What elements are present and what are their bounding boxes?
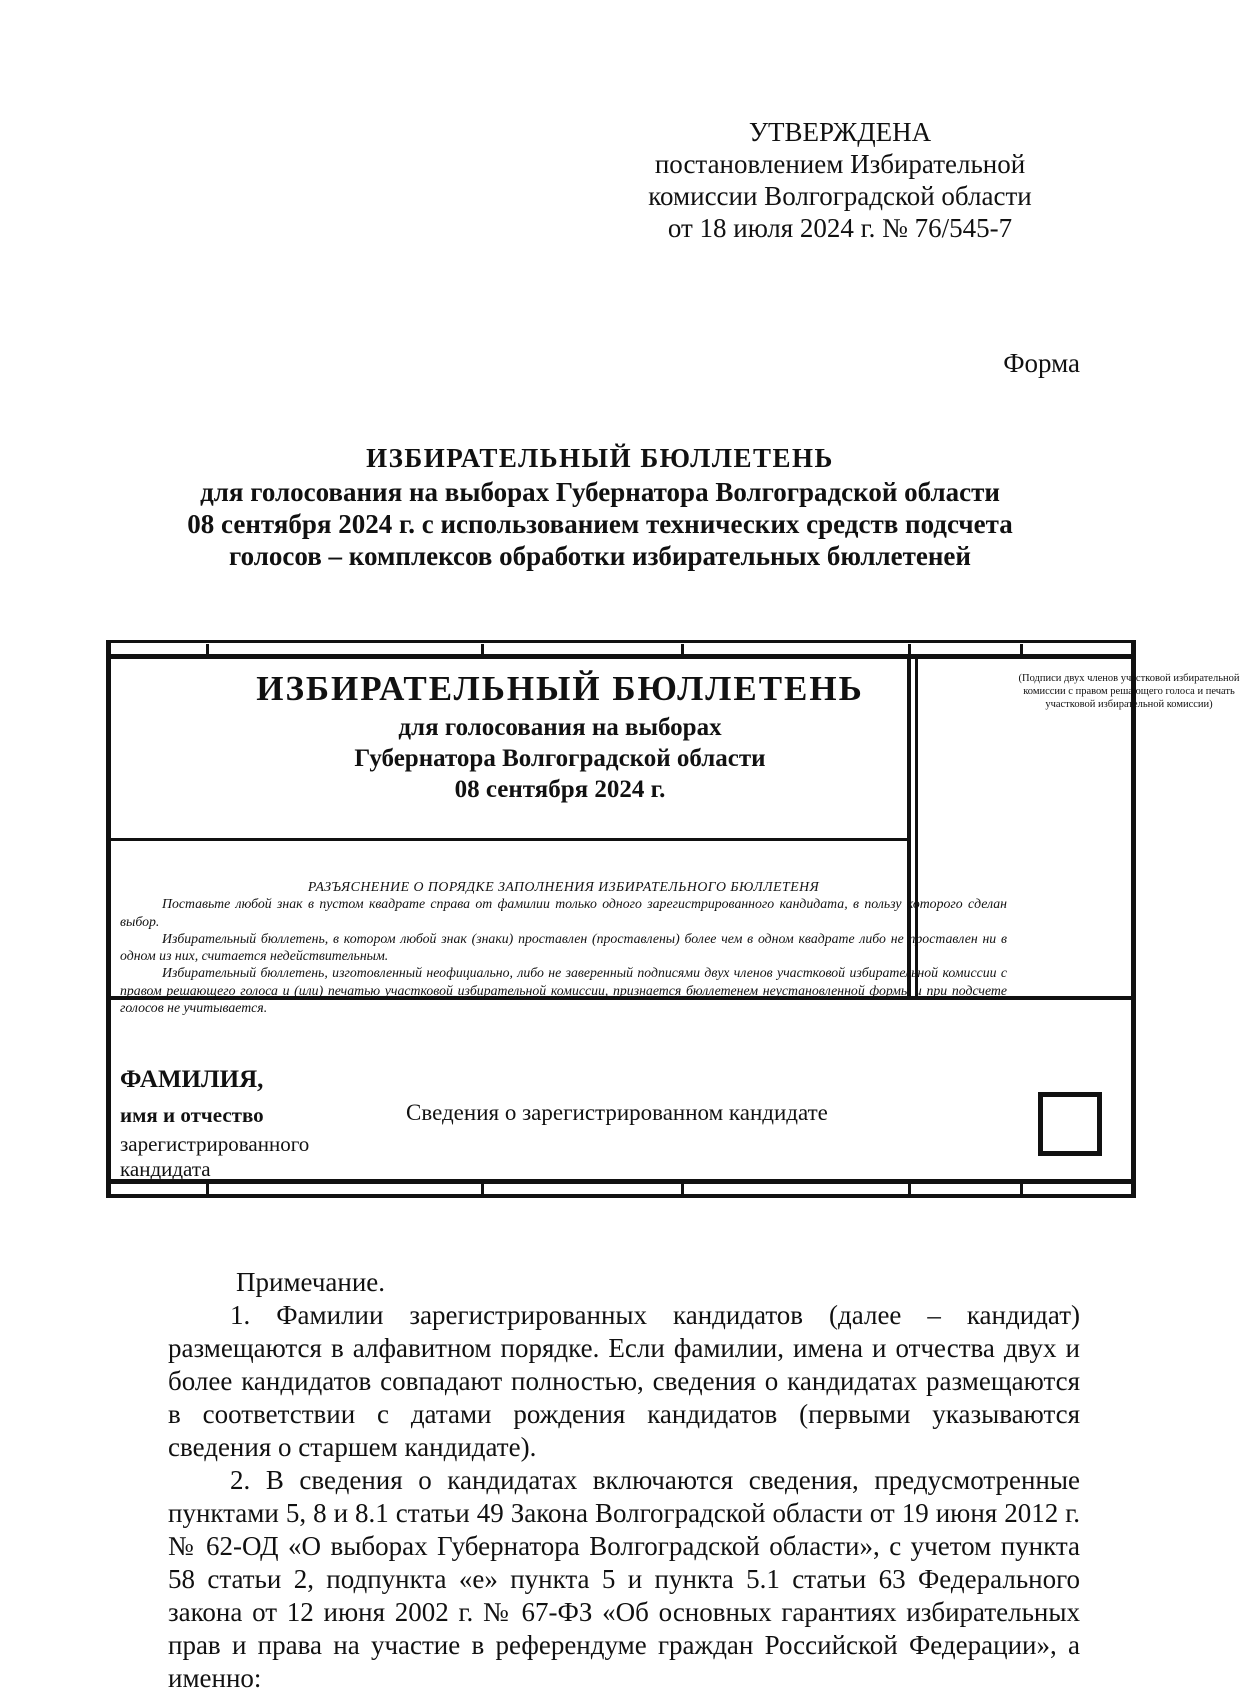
document-title [0, 442, 1200, 572]
ballot-tick [681, 1184, 684, 1194]
seal-signature-note: (Подписи двух членов участковой избирательной комиссии с правом решающего голоса и печать участковой избирательной комиссии) [1018, 673, 1240, 710]
document-title-line-2: для голосования на выборах Губернатора Волгоградской области [200, 477, 1000, 507]
candidate-info: Сведения о зарегистрированном кандидате [406, 1100, 828, 1125]
approval-line-4: от 18 июля 2024 г. № 76/545-7 [667, 213, 1013, 243]
candidate-name-block [120, 1062, 340, 1182]
ballot-form [106, 640, 1240, 1198]
ballot-right-border [1131, 640, 1136, 1198]
note-section [168, 1266, 1080, 1695]
candidate-surname-label: ФАМИЛИЯ, [120, 1066, 264, 1093]
note-paragraph-2: 2. В сведения о кандидатах включаются сведения, предусмотренные пунктами 5, 8 и 8.1 статьи 49 Закона Волгоградской области от 19 июня 2012 г. № 62-ОД «О выборах Губернатора Волгоградской области», с учетом пункта 58 статьи 2, подпункта «е» пункта 5 и пункта 5.1 статьи 63 Федерального закона от 12 июня 2002 г. № 67-ФЗ «Об основных гарантиях избирательных прав и права на участие в референдуме граждан Российской Федерации», а именно: [168, 1465, 1080, 1693]
ballot-tick [206, 1184, 209, 1194]
ballot-tick [206, 644, 209, 654]
document-title-line-4: голосов – комплексов обработки избирательных бюллетеней [229, 541, 971, 571]
ballot-tick [1020, 1184, 1023, 1194]
candidate-registered-label: зарегистрированного [120, 1132, 310, 1156]
explanation-paragraph: Избирательный бюллетень, в котором любой знак (знаки) проставлен (проставлены) более чем в одном квадрате либо не проставлен ни в одном из них, считается недействительным. [120, 930, 1007, 964]
ballot-tick [481, 1184, 484, 1194]
ballot-subtitle-3: 08 сентября 2024 г. [454, 776, 666, 803]
document-title-line-1: ИЗБИРАТЕЛЬНЫЙ БЮЛЛЕТЕНЬ [366, 443, 834, 473]
ballot-explanation [120, 878, 1007, 1016]
ballot-tick [481, 644, 484, 654]
form-label: Форма [1003, 348, 1080, 378]
note-heading: Примечание. [236, 1267, 386, 1297]
ballot-tick [681, 644, 684, 654]
ballot-subtitle-2: Губернатора Волгоградской области [354, 745, 766, 772]
explanation-paragraph: Поставьте любой знак в пустом квадрате справа от фамилии только одного зарегистрированного кандидата, в пользу которого сделан выбор. [120, 896, 1007, 929]
candidate-word-label: кандидата [120, 1157, 211, 1181]
vote-checkbox[interactable] [1038, 1092, 1102, 1156]
ballot-bottom-edge [106, 1194, 1136, 1198]
approval-line-2: постановлением Избирательной [654, 149, 1026, 179]
approval-stamp [620, 116, 1060, 244]
ballot-top-edge [106, 640, 1136, 643]
ballot-tick [908, 1184, 911, 1194]
candidate-name-label: имя и отчество [120, 1103, 264, 1127]
ballot-title: ИЗБИРАТЕЛЬНЫЙ БЮЛЛЕТЕНЬ [256, 669, 864, 708]
note-paragraph-1: 1. Фамилии зарегистрированных кандидатов (далее – кандидат) размещаются в алфавитном порядке. Если фамилии, имена и отчества двух и более кандидатов совпадают полностью, сведения о кандидатах размещаются в соответствии с датами рождения кандидатов (первыми указываются сведения о старшем кандидате). [168, 1300, 1080, 1462]
explanation-title: РАЗЪЯСНЕНИЕ О ПОРЯДКЕ ЗАПОЛНЕНИЯ ИЗБИРАТЕЛЬНОГО БЮЛЛЕТЕНЯ [307, 879, 820, 894]
ballot-header [110, 666, 1010, 805]
explanation-paragraph: Избирательный бюллетень, изготовленный неофициально, либо не заверенный подписями двух членов участковой избирательной комиссии с правом решающего голоса и (или) печатью участковой избирательной комиссии, признается бюллетенем неустановленной формы и при подсчете голосов не учитывается. [120, 965, 1007, 1016]
document-title-line-3: 08 сентября 2024 г. с использованием технических средств подсчета [187, 509, 1013, 539]
ballot-top-border [106, 654, 1136, 659]
ballot-tick [908, 644, 911, 654]
approval-line-1: УТВЕРЖДЕНА [748, 117, 932, 147]
ballot-header-divider [106, 838, 911, 841]
approval-line-3: комиссии Волгоградской области [648, 181, 1032, 211]
ballot-subtitle-1: для голосования на выборах [398, 714, 722, 741]
ballot-tick [1020, 644, 1023, 654]
